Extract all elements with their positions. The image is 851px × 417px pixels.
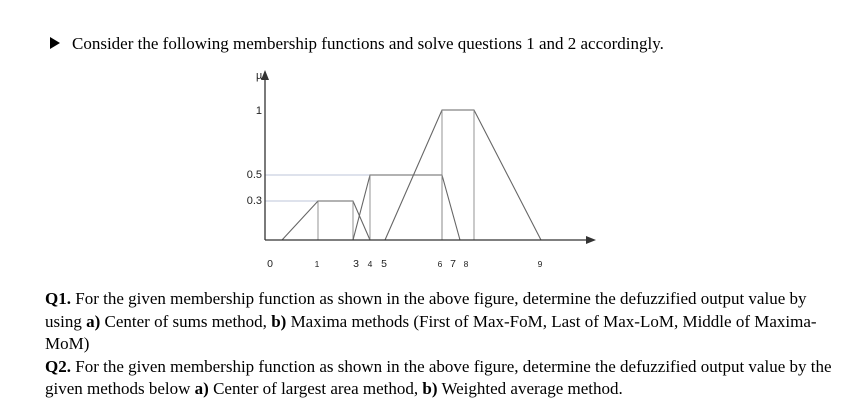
question-text: Center of sums method, — [100, 311, 272, 331]
question-1-body — [45, 289, 817, 353]
question-text: Center of largest area method, — [208, 379, 423, 398]
option-label: a) — [86, 311, 101, 331]
figure-axes — [261, 70, 596, 244]
question-2-body — [45, 357, 832, 399]
question-2 — [45, 356, 845, 401]
x-tick-label: 5 — [381, 258, 387, 270]
option-label: b) — [422, 379, 438, 398]
x-tick-label: 8 — [463, 259, 469, 269]
membership-shape-2 — [353, 175, 460, 240]
question-2-label: Q2. — [45, 356, 71, 376]
option-label: b) — [271, 311, 287, 331]
question-text: For the given membership function as shown in the above figure, determine the defuzzified output value by the given methods below — [45, 356, 832, 398]
x-tick-label: 9 — [537, 259, 543, 269]
y-tick-label: 0.5 — [246, 169, 262, 181]
question-text: For the given membership function as shown in the above figure, determine the defuzzified output value by using — [45, 289, 807, 331]
x-tick-label: 7 — [450, 258, 456, 270]
x-axis-arrow-icon — [586, 236, 596, 244]
questions-block — [45, 288, 845, 401]
intro-text: Consider the following membership functions and solve questions 1 and 2 accordingly. — [72, 34, 664, 53]
y-axis-label: µ — [256, 70, 263, 82]
x-tick-label: 3 — [353, 258, 359, 270]
question-text: Maxima methods (First of Max-FoM, Last of Max-LoM, Middle of Maxima-MoM) — [45, 311, 817, 353]
question-text: Weighted average method. — [437, 379, 623, 398]
y-tick-label: 1 — [255, 105, 262, 117]
x-tick-label: 6 — [437, 259, 443, 269]
y-tick-label: 0.3 — [246, 195, 262, 207]
x-tick-label: 1 — [314, 259, 320, 269]
membership-shape-1 — [282, 201, 370, 240]
x-tick-label: 4 — [367, 259, 373, 269]
option-label: a) — [194, 379, 209, 398]
x-tick-label: 0 — [267, 258, 273, 270]
question-1 — [45, 288, 845, 356]
question-1-label: Q1. — [45, 289, 71, 308]
